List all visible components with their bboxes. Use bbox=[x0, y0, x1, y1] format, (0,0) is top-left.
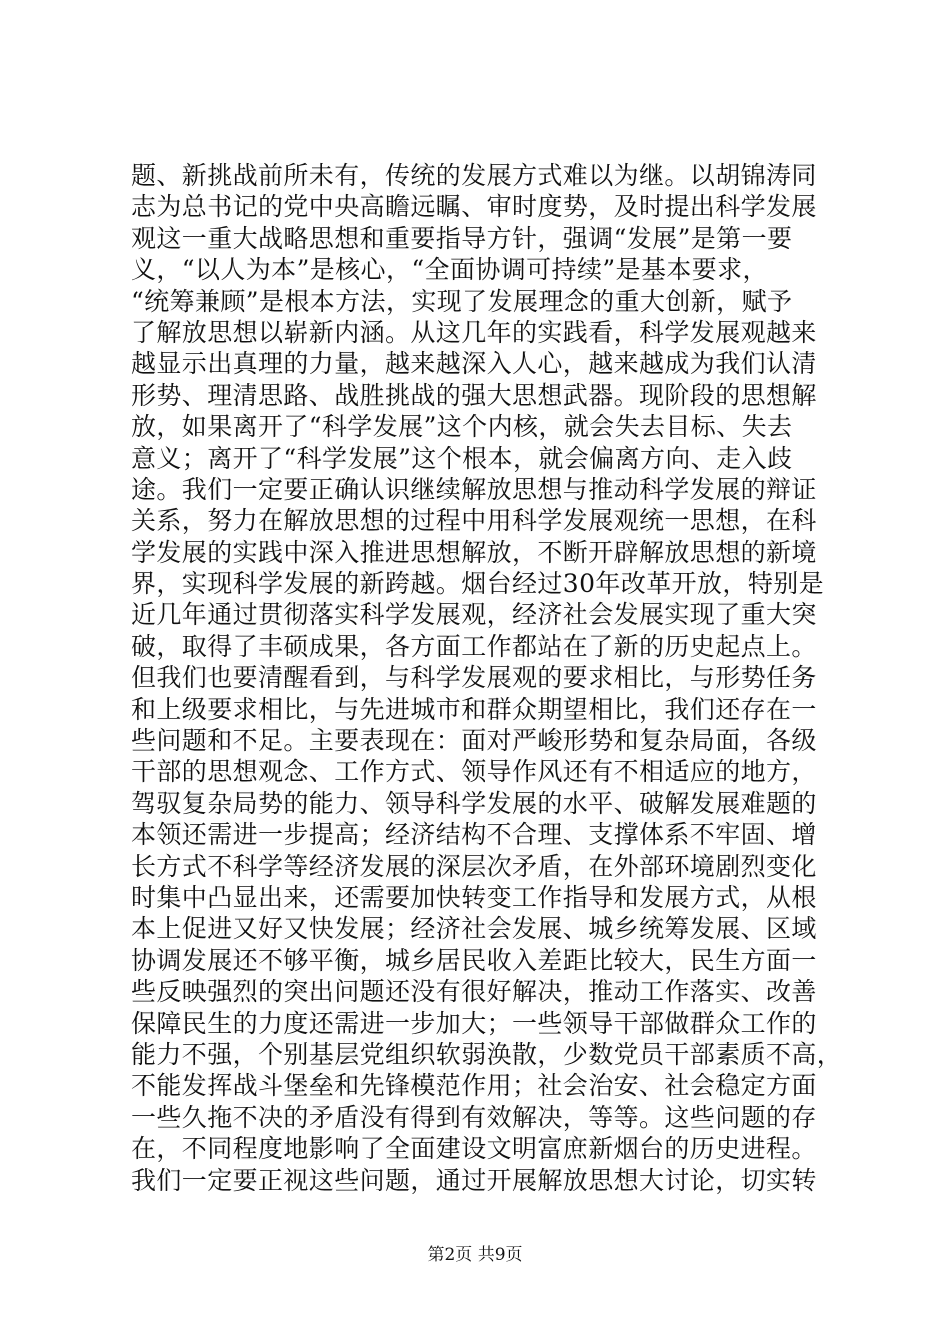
text-line: 意义；离开了“科学发展”这个根本，就会偏离方向、走入歧 bbox=[131, 443, 793, 473]
text-line: 能力不强，个别基层党组织软弱涣散，少数党员干部素质不高， bbox=[131, 1039, 843, 1069]
text-line: 驾驭复杂局势的能力、领导科学发展的水平、破解发展难题的 bbox=[131, 788, 817, 818]
text-line: 界，实现科学发展的新跨越。烟台经过30年改革开放，特别是 bbox=[131, 569, 825, 599]
text-line: 破，取得了丰硕成果，各方面工作都站在了新的历史起点上。 bbox=[131, 631, 817, 661]
text-line: 学发展的实践中深入推进思想解放，不断开辟解放思想的新境 bbox=[131, 537, 817, 567]
text-line: 题、新挑战前所未有，传统的发展方式难以为继。以胡锦涛同 bbox=[131, 161, 817, 190]
text-line: “统筹兼顾”是根本方法，实现了发展理念的重大创新，赋予 bbox=[131, 286, 793, 316]
text-line: 些问题和不足。主要表现在：面对严峻形势和复杂局面，各级 bbox=[131, 726, 817, 756]
text-line: 我们一定要正视这些问题，通过开展解放思想大讨论，切实转 bbox=[131, 1165, 817, 1195]
text-line: 了解放思想以崭新内涵。从这几年的实践看，科学发展观越来 bbox=[131, 317, 817, 347]
text-line: 本领还需进一步提高；经济结构不合理、支撑体系不牢固、增 bbox=[131, 820, 817, 850]
text-line: 但我们也要清醒看到，与科学发展观的要求相比，与形势任务 bbox=[131, 663, 817, 693]
text-line: 些反映强烈的突出问题还没有很好解决，推动工作落实、改善 bbox=[131, 977, 817, 1007]
text-line: 协调发展还不够平衡，城乡居民收入差距比较大，民生方面一 bbox=[131, 945, 817, 975]
text-line: 志为总书记的党中央高瞻远瞩、审时度势，及时提出科学发展 bbox=[131, 192, 817, 222]
text-line: 近几年通过贯彻落实科学发展观，经济社会发展实现了重大突 bbox=[131, 600, 817, 630]
text-line: 本上促进又好又快发展；经济社会发展、城乡统筹发展、区域 bbox=[131, 914, 817, 944]
text-line: 不能发挥战斗堡垒和先锋模范作用；社会治安、社会稳定方面 bbox=[131, 1071, 817, 1101]
text-line: 途。我们一定要正确认识继续解放思想与推动科学发展的辩证 bbox=[131, 474, 817, 504]
text-line: 和上级要求相比，与先进城市和群众期望相比，我们还存在一 bbox=[131, 694, 817, 724]
text-line: 形势、理清思路、战胜挑战的强大思想武器。现阶段的思想解 bbox=[131, 380, 817, 410]
text-line: 干部的思想观念、工作方式、领导作风还有不相适应的地方， bbox=[131, 757, 817, 787]
page-footer: 第2页 共9页 bbox=[427, 1245, 523, 1265]
text-line: 一些久拖不决的矛盾没有得到有效解决，等等。这些问题的存 bbox=[131, 1102, 817, 1132]
text-line: 义，“以人为本”是核心，“全面协调可持续”是基本要求， bbox=[131, 255, 768, 285]
body-text bbox=[131, 160, 843, 1196]
text-line: 观这一重大战略思想和重要指导方针，强调“发展”是第一要 bbox=[131, 223, 793, 253]
text-line: 时集中凸显出来，还需要加快转变工作指导和发展方式，从根 bbox=[131, 882, 817, 912]
text-line: 长方式不科学等经济发展的深层次矛盾，在外部环境剧烈变化 bbox=[131, 851, 817, 881]
text-line: 保障民生的力度还需进一步加大；一些领导干部做群众工作的 bbox=[131, 1008, 817, 1038]
text-line: 放，如果离开了“科学发展”这个内核，就会失去目标、失去 bbox=[131, 412, 793, 442]
text-line: 关系，努力在解放思想的过程中用科学发展观统一思想，在科 bbox=[131, 506, 817, 536]
text-line: 在，不同程度地影响了全面建设文明富庶新烟台的历史进程。 bbox=[131, 1134, 817, 1164]
text-line: 越显示出真理的力量，越来越深入人心，越来越成为我们认清 bbox=[131, 349, 817, 379]
